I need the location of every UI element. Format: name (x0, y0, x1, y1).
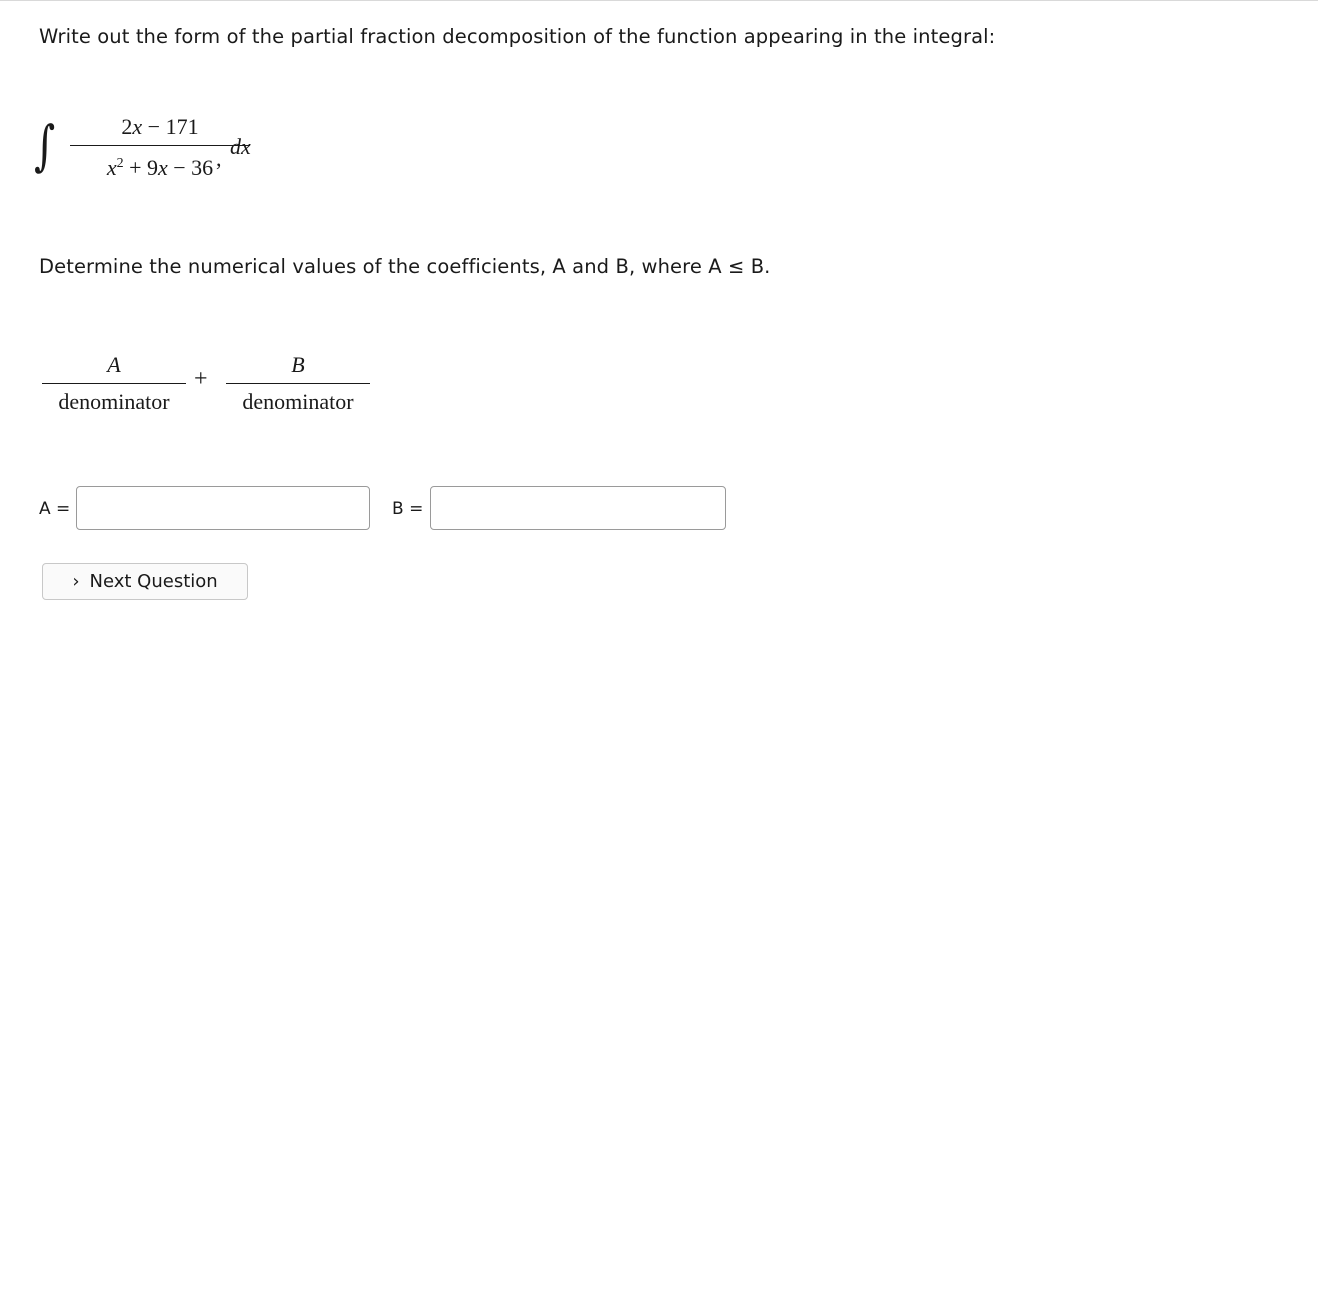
integrand-numerator: 2x − 171 (121, 114, 199, 139)
a-label: A = (39, 499, 71, 519)
next-question-button[interactable] (42, 563, 248, 600)
integrand-denominator: $x^2 + 9x - 36$ (106, 155, 214, 180)
integrand-fraction (70, 112, 250, 179)
term1-denominator: denominator (58, 389, 170, 414)
b-input[interactable] (430, 486, 726, 530)
term2-numerator: B (291, 352, 305, 377)
b-label: B = (392, 499, 424, 519)
term1-fraction (42, 348, 186, 418)
term2-denominator: denominator (242, 389, 354, 414)
next-question-label: Next Question (89, 571, 218, 592)
term2-fraction (226, 348, 370, 418)
decomposition-form (42, 348, 382, 428)
term1-numerator: A (107, 352, 121, 377)
chevron-right-icon: › (72, 570, 80, 592)
differential: dx (230, 134, 251, 159)
coefficient-instruction: Determine the numerical values of the coefficients, A and B, where A ≤ B. (39, 255, 771, 278)
integral-expression (34, 112, 294, 192)
a-input[interactable] (76, 486, 370, 530)
top-divider (0, 0, 1318, 1)
question-prompt: Write out the form of the partial fraction decomposition of the function appearing in the integral: (39, 25, 996, 48)
fraction-bar (70, 145, 250, 146)
plus-operator: + (194, 366, 208, 392)
integral-comma: , (216, 146, 222, 171)
integral-sign: ∫ (34, 114, 56, 177)
